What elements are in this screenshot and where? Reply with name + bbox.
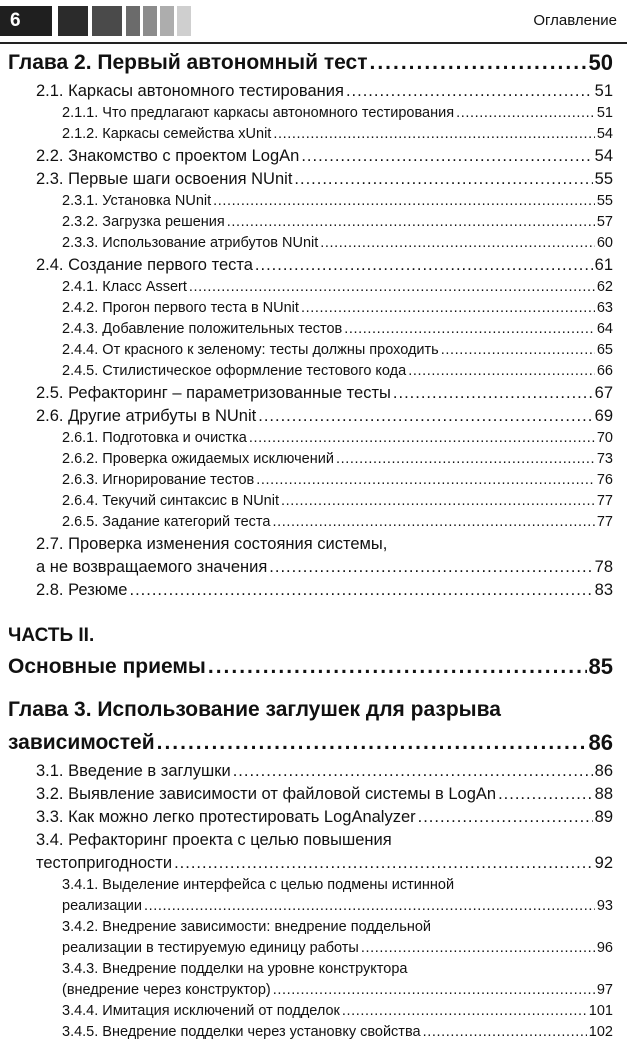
toc-page-number: 101: [588, 1003, 613, 1019]
dot-leader: [249, 428, 595, 449]
toc-entry-title: 2.1.1. Что предлагают каркасы автономного тестирования: [62, 105, 455, 121]
toc-entry-title: 2.6.2. Проверка ожидаемых исключений: [62, 451, 334, 467]
toc-entry-title: 3.2. Выявление зависимости от файловой системы в LogAn: [36, 785, 497, 803]
dot-leader: [361, 938, 595, 959]
toc-entry-title: реализации: [62, 898, 142, 914]
toc-entry-title: 2.6.1. Подготовка и очистка: [62, 430, 247, 446]
toc-entry-title: 2.4. Создание первого теста: [36, 256, 253, 274]
toc-page-number: 70: [596, 430, 613, 446]
toc-subsection-entry[interactable]: [0, 470, 627, 491]
toc-entry-line[interactable]: [0, 875, 627, 896]
toc-page-number: 51: [594, 82, 613, 100]
dot-leader: [294, 168, 592, 191]
toc-subsection-entry[interactable]: [0, 212, 627, 233]
page-number: 6: [0, 6, 52, 36]
dot-leader: [129, 579, 592, 602]
toc-entry-title: тестопригодности: [36, 854, 173, 872]
toc-entry-title: реализации в тестируемую единицу работы: [62, 940, 359, 956]
toc-entry-title: 2.8. Резюме: [36, 581, 128, 599]
toc-subsection-entry[interactable]: [0, 896, 627, 917]
toc-page-number: 51: [596, 105, 613, 121]
dot-leader: [273, 980, 595, 1001]
toc-subsection-entry[interactable]: [0, 449, 627, 470]
toc-entry-title: 2.6. Другие атрибуты в NUnit: [36, 407, 257, 425]
dot-leader: [189, 277, 595, 298]
toc-entry-title: Глава 2. Первый автономный тест: [8, 51, 368, 74]
dot-leader: [144, 896, 595, 917]
toc-subsection-entry[interactable]: [0, 298, 627, 319]
toc-entry-title: 2.6.4. Текучий синтаксис в NUnit: [62, 493, 279, 509]
toc-section-entry[interactable]: [0, 254, 627, 277]
toc-page-number: 50: [588, 50, 613, 75]
toc-page-number: 96: [596, 940, 613, 956]
part-heading[interactable]: [0, 622, 627, 650]
toc-entry-title: 2.6.5. Задание категорий теста: [62, 514, 271, 530]
toc-page-number: 85: [588, 654, 613, 679]
toc-section-entry[interactable]: [0, 382, 627, 405]
toc-subsection-entry[interactable]: [0, 340, 627, 361]
toc-page-number: 67: [594, 384, 613, 402]
toc-section-entry[interactable]: [0, 806, 627, 829]
toc-page-number: 83: [594, 581, 613, 599]
toc-entry-title: 2.4.5. Стилистическое оформление тестового кода: [62, 363, 407, 379]
toc-subsection-entry[interactable]: [0, 1001, 627, 1022]
header-strip-block: [160, 6, 174, 36]
dot-leader: [258, 405, 592, 428]
toc-subsection-entry[interactable]: [0, 1022, 627, 1043]
toc-entry-title: 3.1. Введение в заглушки: [36, 762, 231, 780]
toc-page-number: 77: [596, 514, 613, 530]
toc-page-number: 77: [596, 493, 613, 509]
toc-entry-line[interactable]: [0, 694, 627, 726]
toc-page-number: 66: [596, 363, 613, 379]
toc-page-number: 60: [596, 235, 613, 251]
toc-entry-title: (внедрение через конструктор): [62, 982, 271, 998]
toc-section-entry[interactable]: [0, 145, 627, 168]
toc-subsection-entry[interactable]: [0, 491, 627, 512]
toc-subsection-entry[interactable]: [0, 319, 627, 340]
dot-leader: [344, 319, 595, 340]
table-of-contents: [0, 46, 627, 1043]
toc-page-number: 69: [594, 407, 613, 425]
toc-entry-title: Глава 3. Использование заглушек для разрыва: [8, 698, 501, 721]
toc-entry-title: 2.3. Первые шаги освоения NUnit: [36, 170, 293, 188]
toc-page-number: 86: [594, 762, 613, 780]
header-rule: [0, 42, 627, 44]
toc-subsection-entry[interactable]: [0, 428, 627, 449]
toc-page-number: 92: [594, 854, 613, 872]
header-strip-block: [143, 6, 157, 36]
dot-leader: [393, 382, 593, 405]
toc-section-entry[interactable]: [0, 556, 627, 579]
dot-leader: [174, 852, 593, 875]
toc-page-number: 54: [596, 126, 613, 142]
dot-leader: [441, 340, 595, 361]
toc-entry-title: зависимостей: [8, 731, 155, 754]
toc-chapter-entry[interactable]: [0, 726, 627, 760]
toc-subsection-entry[interactable]: [0, 191, 627, 212]
toc-entry-title: 2.4.2. Прогон первого теста в NUnit: [62, 300, 299, 316]
dot-leader: [301, 298, 595, 319]
toc-subsection-entry[interactable]: [0, 233, 627, 254]
section-gap: [0, 684, 627, 694]
dot-leader: [269, 556, 592, 579]
toc-entry-line[interactable]: [0, 917, 627, 938]
toc-entry-title: Основные приемы: [8, 655, 206, 678]
toc-entry-title: 2.4.4. От красного к зеленому: тесты должны проходить: [62, 342, 439, 358]
toc-entry-title: 3.4.2. Внедрение зависимости: внедрение поддельной: [62, 919, 431, 935]
toc-page-number: 73: [596, 451, 613, 467]
dot-leader: [456, 103, 595, 124]
toc-page-number: 88: [594, 785, 613, 803]
dot-leader: [320, 233, 595, 254]
toc-section-entry[interactable]: [0, 852, 627, 875]
toc-page-number: 61: [594, 256, 613, 274]
toc-entry-line[interactable]: [0, 959, 627, 980]
toc-page-number: 54: [594, 147, 613, 165]
dot-leader: [301, 145, 592, 168]
toc-section-entry[interactable]: [0, 168, 627, 191]
toc-entry-title: 2.3.1. Установка NUnit: [62, 193, 212, 209]
dot-leader: [336, 449, 595, 470]
toc-page-number: 55: [596, 193, 613, 209]
toc-entry-title: 2.6.3. Игнорирование тестов: [62, 472, 255, 488]
dot-leader: [255, 254, 593, 277]
toc-entry-title: 3.4.5. Внедрение подделки через установку свойства: [62, 1024, 421, 1040]
page-header: [0, 0, 627, 42]
dot-leader: [281, 491, 595, 512]
toc-section-entry[interactable]: [0, 760, 627, 783]
dot-leader: [208, 650, 587, 684]
dot-leader: [346, 80, 593, 103]
toc-subsection-entry[interactable]: [0, 277, 627, 298]
toc-entry-line[interactable]: [0, 533, 627, 556]
dot-leader: [418, 806, 593, 829]
toc-subsection-entry[interactable]: [0, 103, 627, 124]
toc-subsection-entry[interactable]: [0, 361, 627, 382]
dot-leader: [408, 361, 595, 382]
toc-entry-title: 2.4.3. Добавление положительных тестов: [62, 321, 343, 337]
dot-leader: [157, 726, 587, 760]
header-strip-block: [177, 6, 191, 36]
toc-page-number: 62: [596, 279, 613, 295]
toc-page-number: 89: [594, 808, 613, 826]
header-strip-block: [58, 6, 88, 36]
toc-entry-title: 2.3.2. Загрузка решения: [62, 214, 225, 230]
toc-page-number: 64: [596, 321, 613, 337]
toc-section-entry[interactable]: [0, 80, 627, 103]
toc-page-number: 57: [596, 214, 613, 230]
toc-page-number: 55: [594, 170, 613, 188]
toc-subsection-entry[interactable]: [0, 938, 627, 959]
toc-page-number: 63: [596, 300, 613, 316]
toc-entry-title: 3.4.4. Имитация исключений от подделок: [62, 1003, 340, 1019]
dot-leader: [213, 191, 595, 212]
dot-leader: [498, 783, 593, 806]
toc-entry-title: а не возвращаемого значения: [36, 558, 268, 576]
toc-page-number: 78: [594, 558, 613, 576]
running-header-title: Оглавление: [533, 12, 617, 29]
toc-page-number: 93: [596, 898, 613, 914]
toc-entry-title: 2.2. Знакомство с проектом LogAn: [36, 147, 300, 165]
toc-page-number: 102: [588, 1024, 613, 1040]
toc-entry-line[interactable]: [0, 829, 627, 852]
toc-entry-title: 2.4.1. Класс Assert: [62, 279, 187, 295]
toc-page-number: 76: [596, 472, 613, 488]
dot-leader: [423, 1022, 587, 1043]
toc-page-number: 86: [588, 730, 613, 755]
toc-chapter-entry[interactable]: [0, 650, 627, 684]
toc-subsection-entry[interactable]: [0, 124, 627, 145]
toc-entry-title: ЧАСТЬ II.: [8, 625, 95, 646]
section-gap: [0, 602, 627, 622]
dot-leader: [342, 1001, 587, 1022]
toc-entry-title: 3.4.3. Внедрение подделки на уровне конструктора: [62, 961, 408, 977]
toc-page-number: 97: [596, 982, 613, 998]
toc-subsection-entry[interactable]: [0, 980, 627, 1001]
dot-leader: [256, 470, 595, 491]
header-strip-block: [126, 6, 140, 36]
dot-leader: [227, 212, 595, 233]
toc-subsection-entry[interactable]: [0, 512, 627, 533]
toc-page-number: 65: [596, 342, 613, 358]
toc-section-entry[interactable]: [0, 783, 627, 806]
toc-entry-title: 3.3. Как можно легко протестировать LogAnalyzer: [36, 808, 416, 826]
toc-section-entry[interactable]: [0, 405, 627, 428]
dot-leader: [370, 46, 587, 80]
toc-entry-title: 2.5. Рефакторинг – параметризованные тесты: [36, 384, 391, 402]
toc-entry-title: 3.4.1. Выделение интерфейса с целью подмены истинной: [62, 877, 455, 893]
dot-leader: [273, 124, 595, 145]
toc-entry-title: 2.1.2. Каркасы семейства xUnit: [62, 126, 272, 142]
toc-entry-title: 2.3.3. Использование атрибутов NUnit: [62, 235, 319, 251]
toc-entry-title: 2.1. Каркасы автономного тестирования: [36, 82, 344, 100]
dot-leader: [233, 760, 593, 783]
toc-entry-title: 3.4. Рефакторинг проекта с целью повышения: [36, 831, 392, 849]
dot-leader: [272, 512, 594, 533]
toc-chapter-entry[interactable]: [0, 46, 627, 80]
toc-section-entry[interactable]: [0, 579, 627, 602]
toc-entry-title: 2.7. Проверка изменения состояния системы,: [36, 535, 388, 553]
header-strip-block: [92, 6, 122, 36]
